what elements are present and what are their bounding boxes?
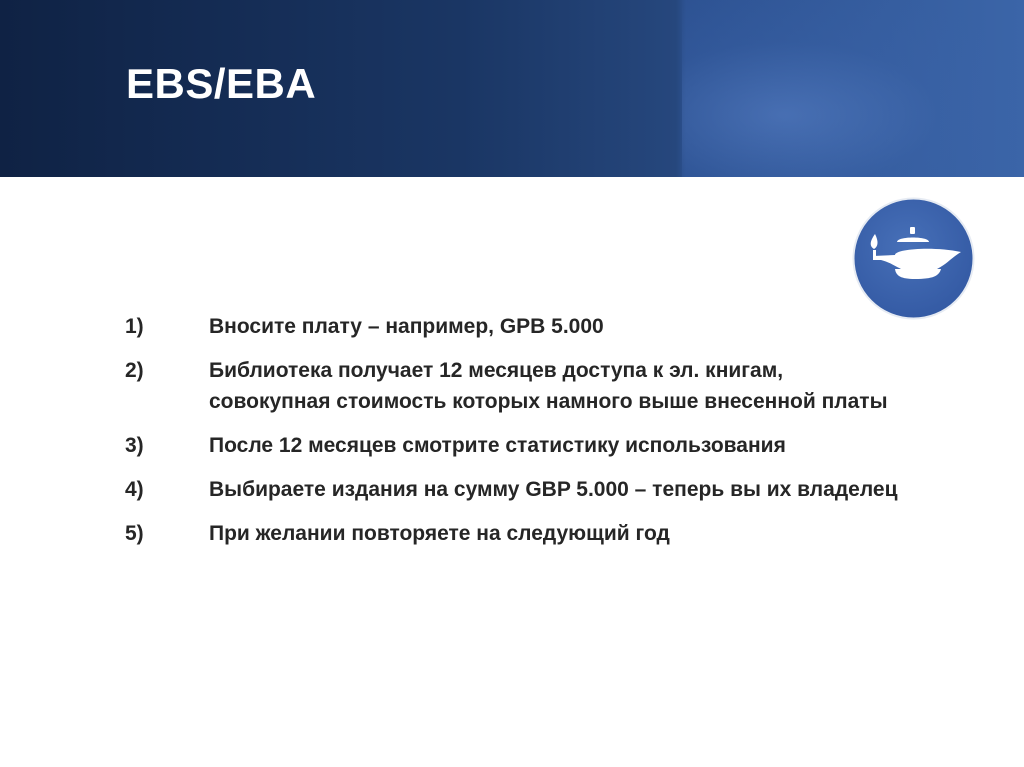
list-item (125, 474, 945, 505)
list-item-text: Вносите плату – например, GPB 5.000 (209, 315, 604, 338)
list-item-number: 1) (125, 315, 144, 338)
oil-lamp-icon (851, 196, 976, 321)
list-item-number: 4) (125, 478, 144, 501)
list-item (125, 355, 945, 417)
list-item (125, 430, 945, 461)
list-item-number: 3) (125, 434, 144, 457)
list-item-text: При желании повторяете на следующий год (209, 522, 670, 545)
header-highlight (682, 0, 1024, 177)
list-item-number: 5) (125, 522, 144, 545)
list-item (125, 311, 945, 342)
list-item-text: Выбираете издания на сумму GBP 5.000 – теперь вы их владелец (209, 478, 898, 501)
slide-title: EBS/EBA (126, 60, 317, 107)
header-banner (0, 0, 1024, 177)
list-item-text: Библиотека получает 12 месяцев доступа к эл. книгам, совокупная стоимость которых намного выше внесенной платы (209, 359, 888, 413)
steps-list (125, 311, 945, 562)
list-item-text: После 12 месяцев смотрите статистику использования (209, 434, 786, 457)
list-item-number: 2) (125, 359, 144, 382)
list-item (125, 518, 945, 549)
